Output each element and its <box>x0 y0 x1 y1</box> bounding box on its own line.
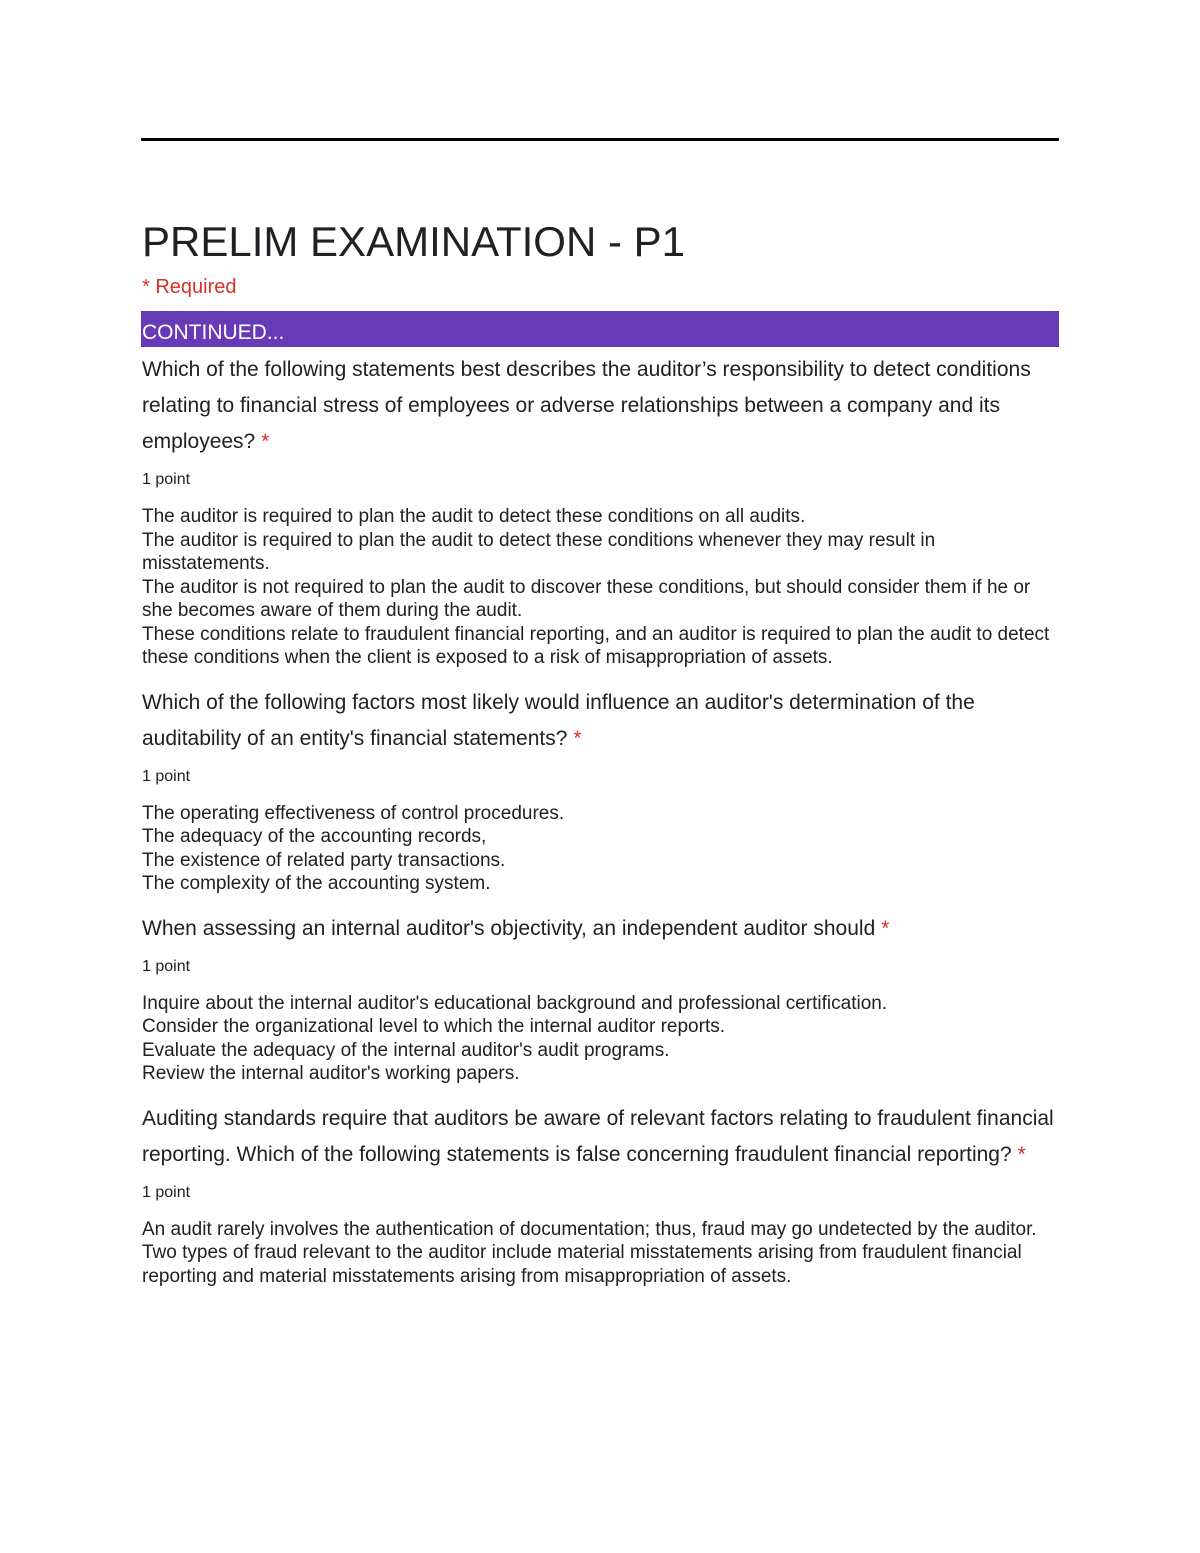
question-list <box>142 352 1057 1288</box>
required-note: * Required <box>142 276 237 298</box>
option-item[interactable]: The complexity of the accounting system. <box>142 873 491 894</box>
option-item[interactable]: Two types of fraud relevant to the auditor include material misstatements arising from fraudulent financial reporting and material misstatements arising from misappropriation of assets. <box>142 1242 1022 1287</box>
question-text <box>142 352 1057 460</box>
option-list <box>142 1218 1057 1289</box>
question-points: 1 point <box>142 767 191 785</box>
required-asterisk: * <box>1017 1142 1026 1166</box>
question-3 <box>142 911 1057 1086</box>
option-item[interactable]: The auditor is not required to plan the audit to discover these conditions, but should consider them if he or she becomes aware of them during the audit. <box>142 576 1031 621</box>
option-item[interactable]: Inquire about the internal auditor's educational background and professional certification. <box>142 992 888 1014</box>
option-item[interactable]: Evaluate the adequacy of the internal auditor's audit programs. <box>142 1039 670 1061</box>
question-text <box>142 1101 1057 1173</box>
option-item[interactable]: The operating effectiveness of control procedures. <box>142 802 565 824</box>
question-text <box>142 911 1057 947</box>
option-item[interactable]: These conditions relate to fraudulent financial reporting, and an auditor is required to plan the audit to detect these conditions when the client is exposed to a risk of misappropriation of assets. <box>142 623 1050 668</box>
question-points: 1 point <box>142 1183 191 1201</box>
question-text-label: Which of the following factors most likely would influence an auditor's determination of the auditability of an entity's financial statements? <box>142 690 975 750</box>
question-text <box>142 685 1057 757</box>
section-header: CONTINUED... <box>141 311 1059 347</box>
required-asterisk: * <box>881 916 890 940</box>
option-list <box>142 802 1057 896</box>
question-2 <box>142 685 1057 896</box>
option-item[interactable]: The auditor is required to plan the audit to detect these conditions on all audits. <box>142 506 806 527</box>
required-asterisk: * <box>573 726 582 750</box>
question-points: 1 point <box>142 471 191 488</box>
required-asterisk: * <box>261 430 270 453</box>
question-1 <box>142 352 1057 670</box>
option-item[interactable]: The adequacy of the accounting records, <box>142 826 487 847</box>
question-points: 1 point <box>142 957 191 975</box>
form-title: PRELIM EXAMINATION - P1 <box>142 218 685 265</box>
question-text-label: Auditing standards require that auditors be aware of relevant factors relating to fraudulent financial reporting. Which of the following statements is false concerning fraudulent financial reporting? <box>142 1106 1054 1166</box>
option-item[interactable]: Review the internal auditor's working papers. <box>142 1063 520 1084</box>
option-list <box>142 992 1057 1086</box>
option-item[interactable]: The existence of related party transactions. <box>142 849 506 871</box>
option-item[interactable]: Consider the organizational level to which the internal auditor reports. <box>142 1016 725 1037</box>
option-item[interactable]: An audit rarely involves the authentication of documentation; thus, fraud may go undetected by the auditor. <box>142 1218 1037 1240</box>
top-divider <box>141 138 1059 141</box>
question-text-label: When assessing an internal auditor's objectivity, an independent auditor should <box>142 916 876 940</box>
question-4 <box>142 1101 1057 1289</box>
option-list <box>142 505 1057 670</box>
option-item[interactable]: The auditor is required to plan the audit to detect these conditions whenever they may result in misstatements. <box>142 529 936 574</box>
question-text-label: Which of the following statements best describes the auditor’s responsibility to detect conditions relating to financial stress of employees or adverse relationships between a company and its employees? <box>142 358 1031 453</box>
